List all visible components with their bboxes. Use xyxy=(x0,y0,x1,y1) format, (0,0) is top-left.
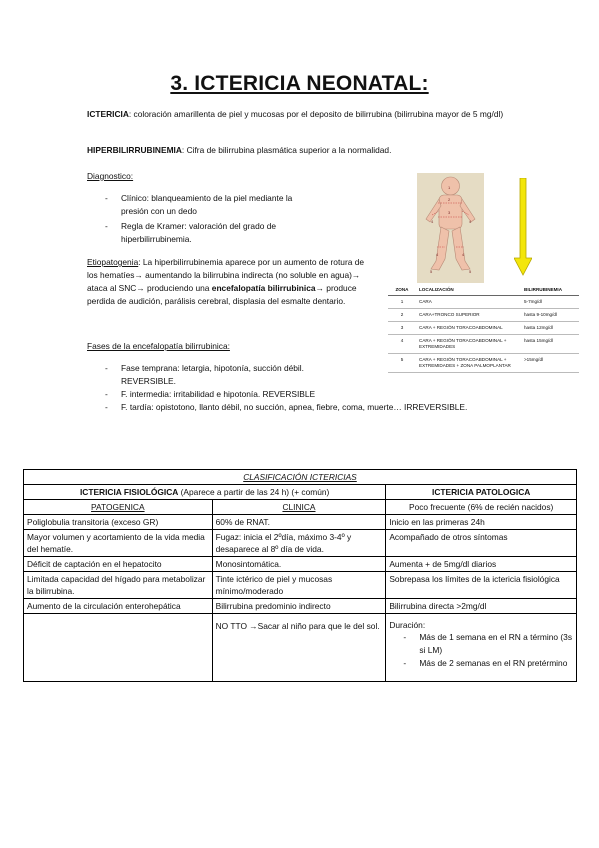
column-header: BILIRRUBINEMIA xyxy=(521,285,579,296)
zone-cell: 2 xyxy=(388,309,416,322)
location-cell: CARA xyxy=(416,296,521,309)
list-item: - Regla de Kramer: valoración del grado de hiperbilirrubinemia. xyxy=(105,220,318,246)
table-row xyxy=(388,354,579,373)
etiopatogenia-text: : La hiperbilirrubinemia aparece por un aumento de rotura de los hematíes→ aumentando la bilirrubina indirecta (no soluble en agua)→ ataca al SNC→ produciendo una xyxy=(87,257,365,293)
svg-text:3: 3 xyxy=(448,210,451,215)
hiper-text: : Cifra de bilirrubina plasmática superior a la normalidad. xyxy=(181,145,392,155)
table-cell: Bilirrubina directa >2mg/dl xyxy=(386,599,577,614)
table-cell: Déficit de captación en el hepatocito xyxy=(24,557,213,572)
location-cell: CARA + REGIÓN TORACOABDOMINAL + EXTREMIDADES + ZONA PALMOPLANTAR xyxy=(416,354,521,373)
zone-cell: 3 xyxy=(388,322,416,335)
hiper-term: HIPERBILIRRUBINEMIA xyxy=(87,145,182,155)
table-title-text: CLASIFICACIÓN ICTERICIAS xyxy=(243,472,357,482)
ictericia-text: : coloración amarillenta de piel y mucosas por el deposito de bilirrubina (bilirrubina mayor de 5 mg/dl) xyxy=(128,109,504,119)
table-row xyxy=(24,557,577,572)
table-cell: Fugaz: inicia el 2ºdía, máximo 3-4º y desaparece al 8º día de vida. xyxy=(212,530,386,557)
location-cell: CARA+TRONCO SUPERIOR xyxy=(416,309,521,322)
page-title: 3. ICTERICIA NEONATAL: xyxy=(170,72,429,95)
table-row xyxy=(388,309,579,322)
column-header: Poco frecuente (6% de recién nacidos) xyxy=(386,500,577,515)
fases-heading: Fases de la encefalopatía bilirrubinica: xyxy=(87,341,230,351)
svg-text:1: 1 xyxy=(448,185,451,190)
list-item: - Más de 1 semana en el RN a término (3s si LM) xyxy=(403,631,573,657)
table-row xyxy=(388,322,579,335)
table-cell xyxy=(212,614,386,682)
svg-text:4: 4 xyxy=(462,252,465,257)
list-item: - Más de 2 semanas en el RN pretérmino xyxy=(403,657,573,670)
ictericia-definition xyxy=(87,108,507,121)
table-cell: Aumenta + de 5mg/dl diarios xyxy=(386,557,577,572)
table-row xyxy=(24,614,577,682)
table-row xyxy=(24,599,577,614)
table-cell: Monosintomática. xyxy=(212,557,386,572)
list-item: - F. intermedia: irritabilidad e hipotonía. REVERSIBLE xyxy=(105,388,475,401)
column-header: CLINICA xyxy=(212,500,386,515)
svg-text:5: 5 xyxy=(430,269,433,274)
table-cell: Acompañado de otros síntomas xyxy=(386,530,577,557)
bilirubin-cell: hasta 12mg/dl xyxy=(521,322,579,335)
bilirubin-cell: >15mg/dl xyxy=(521,354,579,373)
table-cell: Tinte ictérico de piel y mucosas mínimo/moderado xyxy=(212,572,386,599)
column-header: LOCALIZACIÓN xyxy=(416,285,521,296)
etiopatogenia-text-2: → produce perdida de audición, parálisis cerebral, displasia del esmalte dentario. xyxy=(87,283,357,306)
zone-cell: 1 xyxy=(388,296,416,309)
duracion-label: Duración: xyxy=(389,620,426,630)
ictericia-term: ICTERICIA xyxy=(87,109,129,119)
table-row xyxy=(388,335,579,354)
table-cell: Mayor volumen y acortamiento de la vida media del hematíe. xyxy=(24,530,213,557)
table-cell: Bilirrubina predominio indirecto xyxy=(212,599,386,614)
table-cell: Poliglobulia transitoria (exceso GR) xyxy=(24,515,213,530)
column-header: PATOGENICA xyxy=(24,500,213,515)
zone-cell: 5 xyxy=(388,354,416,373)
hiper-definition xyxy=(87,144,507,157)
classification-table xyxy=(23,469,577,682)
table-row xyxy=(24,572,577,599)
list-item: - Fase temprana: letargia, hipotonía, succión débil. REVERSIBLE. xyxy=(105,362,336,388)
kramer-zones-figure xyxy=(417,173,484,283)
table-cell: Sobrepasa los límites de la ictericia fisiológica xyxy=(386,572,577,599)
duracion-list xyxy=(389,631,573,670)
list-item: - F. tardía: opistotono, llanto débil, no succión, apnea, fiebre, coma, muerte… IRREVERSIBLE. xyxy=(105,401,475,414)
svg-text:5: 5 xyxy=(469,269,472,274)
svg-text:4: 4 xyxy=(436,252,439,257)
table-cell: 60% de RNAT. xyxy=(212,515,386,530)
table-cell xyxy=(24,614,213,682)
table-cell xyxy=(386,614,577,682)
table-row xyxy=(24,515,577,530)
table-row xyxy=(388,296,579,309)
fisiologica-note: (Aparece a partir de las 24 h) (+ común) xyxy=(178,487,330,497)
bilirubin-cell: hasta 15mg/dl xyxy=(521,335,579,354)
table-cell: Inicio en las primeras 24h xyxy=(386,515,577,530)
fisiologica-header xyxy=(24,485,386,500)
bilirubin-cell: 5-7mg/dl xyxy=(521,296,579,309)
table-title xyxy=(24,470,577,485)
table-cell: Limitada capacidad del hígado para metabolizar la bilirrubina. xyxy=(24,572,213,599)
column-header: ZONA xyxy=(388,285,416,296)
svg-text:4: 4 xyxy=(469,219,472,224)
zone-cell: 4 xyxy=(388,335,416,354)
svg-text:4: 4 xyxy=(431,219,434,224)
location-cell: CARA + REGIÓN TORACOABDOMINAL xyxy=(416,322,521,335)
down-arrow-icon xyxy=(514,178,532,276)
etiopatogenia-paragraph xyxy=(87,256,377,308)
table-group-row xyxy=(24,485,577,500)
location-cell: CARA + REGIÓN TORACOABDOMINAL + EXTREMIDADES xyxy=(416,335,521,354)
patologica-header: ICTERICIA PATOLOGICA xyxy=(386,485,577,500)
encefalopatia-term: encefalopatía bilirrubinica xyxy=(211,283,316,293)
table-header-row xyxy=(388,285,579,296)
table-cell: Aumento de la circulación enterohepática xyxy=(24,599,213,614)
svg-text:2: 2 xyxy=(448,197,451,202)
table-row xyxy=(24,530,577,557)
fisiologica-title: ICTERICIA FISIOLÓGICA xyxy=(79,487,179,497)
etiopatogenia-term: Etiopatogenia xyxy=(87,257,139,267)
list-item: - Clínico: blanqueamiento de la piel mediante la presión con un dedo xyxy=(105,192,318,218)
diagnostico-heading: Diagnostico: xyxy=(87,171,134,181)
kramer-zones-table xyxy=(388,285,579,373)
table-title-row xyxy=(24,470,577,485)
bilirubin-cell: hasta 9-10mg/dl xyxy=(521,309,579,322)
no-tto-text: NO TTO →Sacar al niño para que le del sol. xyxy=(215,621,380,631)
baby-zones-illustration xyxy=(417,173,484,283)
table-subheader-row xyxy=(24,500,577,515)
diagnostico-list xyxy=(105,192,318,246)
